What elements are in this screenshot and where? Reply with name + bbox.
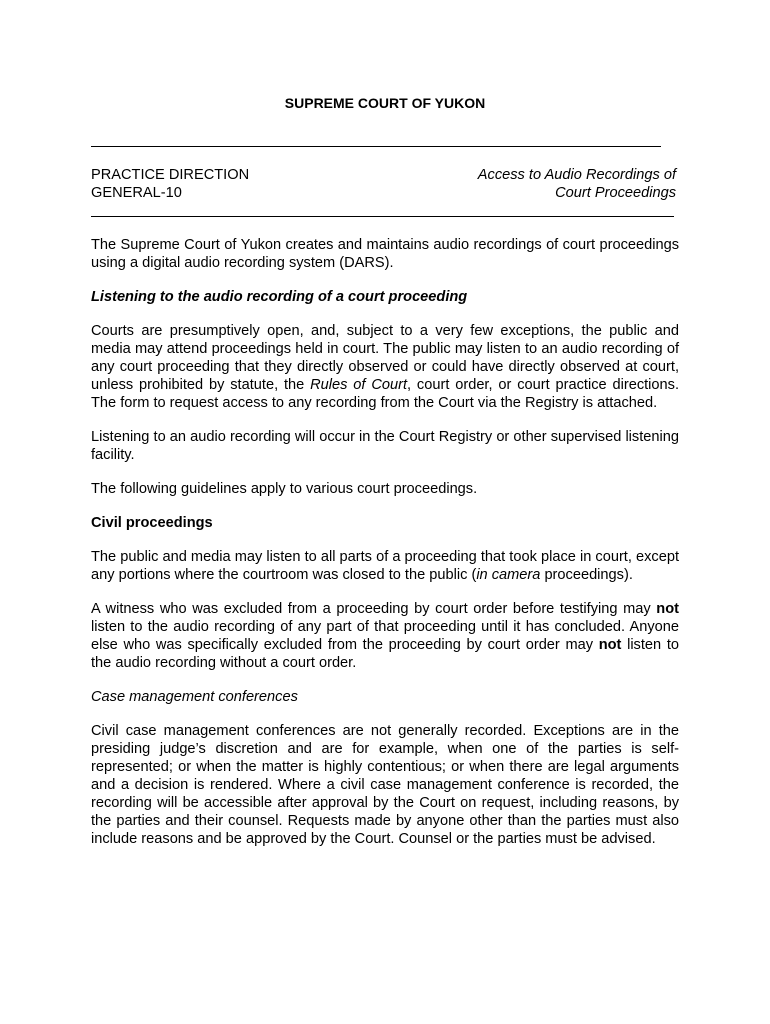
practice-direction-label [91,166,249,202]
registry-paragraph: Listening to an audio recording will occur in the Court Registry or other supervised listening facility. [91,429,679,463]
intro-paragraph: The Supreme Court of Yukon creates and maintains audio recordings of court proceedings using a digital audio recording system (DARS). [91,237,679,271]
practice-direction-subject [400,166,676,202]
header-divider [91,216,674,217]
witness-text-1: A witness who was excluded from a proceeding by court order before testifying may [91,601,657,617]
in-camera-text: in camera [476,567,541,583]
heading-listening: Listening to the audio recording of a court proceeding [91,289,468,305]
guidelines-paragraph: The following guidelines apply to various court proceedings. [91,481,478,497]
civil-paragraph [91,548,679,584]
subject-line-1: Access to Audio Recordings of [477,167,676,183]
open-text-1: Courts are presumptively open, and, subject to a very few exceptions, the public and media may attend proceedings held in court. The public may listen to an audio recording of any court proceeding that they directly observed or could have directly observed at court, unless prohibited by statute, the [91,323,679,393]
document-title: SUPREME COURT OF YUKON [284,95,486,111]
open-courts-paragraph [91,322,679,412]
practice-direction-line: PRACTICE DIRECTION [91,167,250,183]
practice-direction-number: GENERAL-10 [91,185,182,201]
document-body [91,236,679,848]
witness-paragraph [91,600,679,672]
rules-of-court-text: Rules of Court [310,377,408,393]
witness-text-3: listen to the audio recording without a court order. [91,637,679,671]
case-management-paragraph: Civil case management conferences are not generally recorded. Exceptions are in the presiding judge’s discretion and are for example, when one of the parties is self-represented; or when the matter is highly contentious; or when there are legal arguments and a decision is rendered. Where a civil case management conference is recorded, the recording will be accessible after approval by the Court on request, including reasons, by the parties and their counsel. Requests made by anyone other than the parties must also include reasons and be approved by the Court. Counsel or the parties must be advised. [91,723,679,847]
open-text-2: , court order, or court practice directions. The form to request access to any recording from the Court via the Registry is attached. [91,377,679,411]
witness-not-2: not [598,637,622,653]
witness-text-2: listen to the audio recording of any part of that proceeding until it has concluded. Anyone else who was specifically excluded from the proceeding by court order may [91,619,679,653]
civil-text-2: proceedings). [540,567,633,583]
heading-case-management: Case management conferences [91,689,298,705]
subject-line-2: Court Proceedings [555,185,676,201]
heading-civil: Civil proceedings [91,515,213,531]
witness-not-1: not [656,601,679,617]
top-divider [91,146,661,147]
civil-text-1: The public and media may listen to all parts of a proceeding that took place in court, except any portions where the courtroom was closed to the public ( [91,549,679,583]
